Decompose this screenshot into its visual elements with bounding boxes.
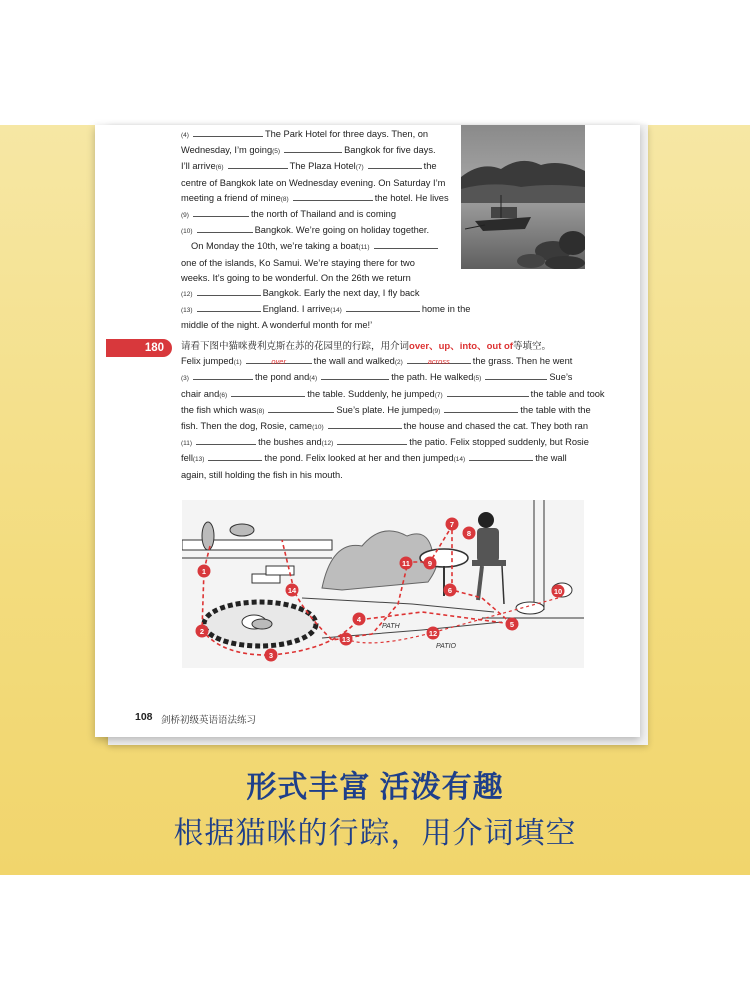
route-marker-number: 1: [201, 566, 207, 576]
blank-number: (8): [280, 195, 289, 203]
sentence-text: fell: [181, 453, 193, 464]
sentence-text: chair and: [181, 388, 220, 399]
route-marker: [424, 557, 437, 570]
tagline-subline: 根据猫咪的行踪，用介词填空: [173, 817, 577, 850]
route-marker-number: 14: [287, 585, 297, 595]
blank-number: (1): [233, 359, 242, 367]
passage-line: [181, 207, 453, 223]
sentence-text: the bushes and: [258, 437, 322, 448]
exercise-line: [181, 370, 583, 386]
blank-number: (14): [330, 307, 342, 315]
answer-blank[interactable]: [193, 370, 253, 380]
exercise-instruction: [181, 339, 583, 354]
route-marker-number: 3: [268, 650, 274, 660]
answer-blank[interactable]: across: [407, 354, 471, 364]
route-marker: [286, 584, 299, 597]
route-marker: [463, 527, 476, 540]
sentence-text: Felix jumped: [181, 356, 234, 367]
answer-blank[interactable]: [228, 159, 288, 169]
route-marker-number: 6: [447, 585, 453, 595]
answer-blank[interactable]: [208, 451, 262, 461]
route-marker-number: 13: [341, 634, 351, 644]
exercise-line: [181, 403, 591, 419]
blank-number: (12): [321, 440, 334, 448]
blank-number: (3): [181, 375, 189, 383]
route-marker: [444, 584, 457, 597]
passage-line: [181, 223, 453, 239]
sentence-text: the pond. Felix looked at her and then jumped: [264, 453, 454, 464]
blank-number: (9): [181, 212, 189, 220]
passage-line: [181, 239, 453, 255]
answer-blank[interactable]: [485, 370, 547, 380]
sentence-text: Bangkok. We’re going on holiday together.: [254, 225, 430, 236]
passage-line: [181, 256, 453, 271]
answer-blank[interactable]: [197, 286, 261, 296]
answer-blank[interactable]: [337, 435, 407, 445]
answer-blank[interactable]: [368, 159, 422, 169]
exercise-sentences: [181, 354, 605, 483]
instruction-text-end: 等填空。: [512, 341, 551, 352]
exercise-number-badge: 180: [106, 339, 172, 357]
route-marker-number: 2: [199, 626, 205, 636]
blank-number: (5): [473, 375, 482, 383]
exercise-line: [181, 451, 583, 467]
sentence-text: the north of Thailand and is coming: [250, 209, 397, 220]
route-marker-number: 8: [466, 528, 472, 538]
route-marker: [265, 649, 278, 662]
blank-number: (11): [358, 244, 370, 252]
answer-blank[interactable]: [197, 302, 261, 312]
island-boat-photo: [461, 125, 585, 269]
answer-blank[interactable]: [374, 239, 438, 249]
exercise-line: [181, 468, 583, 483]
passage-line: [181, 191, 453, 207]
garden-cat-route-illustration: [182, 500, 584, 668]
exercise-line: [181, 435, 589, 451]
blank-number: (2): [394, 359, 403, 367]
path-label: PATH: [382, 623, 400, 630]
sentence-text: The Park Hotel for three days. Then, on: [264, 129, 429, 139]
sentence-text: the house and chased the cat. They both ran: [403, 421, 589, 432]
answer-blank[interactable]: [193, 207, 249, 217]
passage-line: [181, 271, 453, 286]
sentence-text: the grass. Then he went: [472, 356, 573, 367]
route-marker: [198, 565, 211, 578]
blank-number: (9): [432, 407, 441, 415]
tagline-headline: 形式丰富 活泼有趣: [246, 771, 504, 804]
route-marker: [340, 633, 353, 646]
answer-blank[interactable]: over: [246, 354, 312, 364]
blank-number: (12): [181, 291, 193, 299]
book-title: 剑桥初级英语语法练习: [161, 715, 257, 726]
sentence-text: meeting a friend of mine: [181, 192, 281, 203]
sentence-text: On Monday the 10th, we’re taking a boat: [191, 241, 359, 252]
blank-number: (5): [272, 148, 281, 156]
answer-blank[interactable]: [196, 435, 256, 445]
answer-blank[interactable]: [444, 403, 518, 413]
sentence-text: the patio. Felix stopped suddenly, but Rosie: [409, 437, 589, 448]
answer-blank[interactable]: [328, 419, 402, 429]
passage-line: [181, 176, 453, 191]
patio-label: PATIO: [436, 643, 456, 650]
sentence-text: Sue’s plate. He jumped: [336, 404, 433, 415]
sentence-text: again, still holding the fish in his mouth.: [181, 469, 343, 480]
sentence-text: middle of the night. A wonderful month for me!’: [181, 320, 373, 331]
answer-blank[interactable]: [197, 223, 253, 233]
blank-number: (10): [181, 228, 193, 236]
answer-blank[interactable]: [346, 302, 420, 312]
route-marker: [353, 613, 366, 626]
sentence-text: the fish which was: [181, 404, 257, 415]
passage-line: [181, 318, 453, 333]
sentence-text: the pond and: [254, 372, 310, 383]
sentence-text: Sue’s: [549, 372, 573, 383]
passage-line: [181, 302, 471, 318]
blank-number: (4): [309, 375, 318, 383]
sentence-text: the wall and walked: [313, 356, 395, 367]
sentence-text: one of the islands, Ko Samui. We’re staying there for two: [181, 257, 415, 268]
sentence-text: Bangkok. Early the next day, I fly back: [262, 288, 420, 299]
answer-blank[interactable]: [193, 127, 263, 137]
sentence-text: the path. He walked: [391, 372, 474, 383]
blank-number: (13): [181, 307, 193, 315]
route-marker-number: 12: [428, 628, 438, 638]
blank-number: (8): [256, 407, 265, 415]
passage-line: [181, 143, 453, 159]
sentence-text: I’ll arrive: [181, 161, 216, 172]
sentence-text: The Plaza Hotel: [289, 161, 356, 172]
sentence-text: the table. Suddenly, he jumped: [307, 388, 435, 399]
route-marker-number: 5: [509, 619, 515, 629]
blank-number: (6): [219, 391, 228, 399]
route-marker: [196, 625, 209, 638]
answer-blank[interactable]: [284, 143, 342, 153]
book-page: [95, 125, 640, 737]
passage-text: [181, 127, 471, 334]
sentence-text: weeks. It’s going to be wonderful. On the 26th we return: [181, 272, 411, 283]
sentence-text: centre of Bangkok late on Wednesday evening. On Saturday I’m: [181, 177, 446, 188]
passage-line: [181, 159, 453, 175]
sentence-text: the table with the: [520, 404, 591, 415]
answer-blank[interactable]: [321, 370, 389, 380]
exercise-180: [181, 339, 605, 483]
answer-blank[interactable]: [469, 451, 533, 461]
route-marker-number: 7: [449, 519, 455, 529]
blank-number: (7): [434, 391, 443, 399]
route-marker-number: 4: [356, 614, 362, 624]
sentence-text: the: [423, 161, 437, 172]
route-marker: [427, 627, 440, 640]
sentence-text: the wall: [535, 453, 567, 464]
sentence-text: England. I arrive: [262, 304, 331, 315]
bushes: [322, 531, 437, 590]
sentence-text: fish. Then the dog, Rosie, came: [181, 421, 313, 432]
route-marker-number: 11: [402, 558, 410, 568]
exercise-line: [181, 419, 589, 435]
route-marker: [400, 557, 413, 570]
instruction-text: 请看下图中猫咪费利克斯在苏的花园里的行踪，用介词: [181, 341, 410, 352]
answer-blank[interactable]: [293, 191, 373, 201]
answer-blank[interactable]: [231, 387, 305, 397]
woman-sitting: [472, 512, 506, 604]
sentence-text: the table and took: [530, 388, 605, 399]
blank-number: (10): [312, 424, 324, 432]
answer-blank[interactable]: [447, 387, 529, 397]
page-number: 108: [135, 711, 153, 723]
blank-number: (7): [355, 164, 364, 172]
sentence-text: home in the: [421, 304, 471, 315]
answer-blank[interactable]: [268, 403, 334, 413]
exercise-line: [181, 354, 583, 370]
blank-number: (4): [181, 132, 189, 139]
blank-number: (6): [215, 164, 224, 172]
sentence-text: Bangkok for five days.: [344, 145, 436, 156]
blank-number: (13): [192, 456, 205, 464]
instruction-prepositions: over、up、into、out of: [409, 341, 513, 352]
blank-number: (11): [181, 440, 193, 448]
passage-line: [181, 286, 453, 302]
sentence-text: Wednesday, I’m going: [181, 145, 273, 156]
route-marker-number: 10: [553, 586, 563, 596]
route-marker: [552, 585, 565, 598]
exercise-line: [181, 387, 605, 403]
route-marker: [506, 618, 519, 631]
passage-line: [181, 127, 453, 143]
route-marker-number: 9: [427, 558, 433, 568]
blank-number: (14): [453, 456, 466, 464]
route-marker: [446, 518, 459, 531]
sentence-text: the hotel. He lives: [374, 192, 449, 203]
